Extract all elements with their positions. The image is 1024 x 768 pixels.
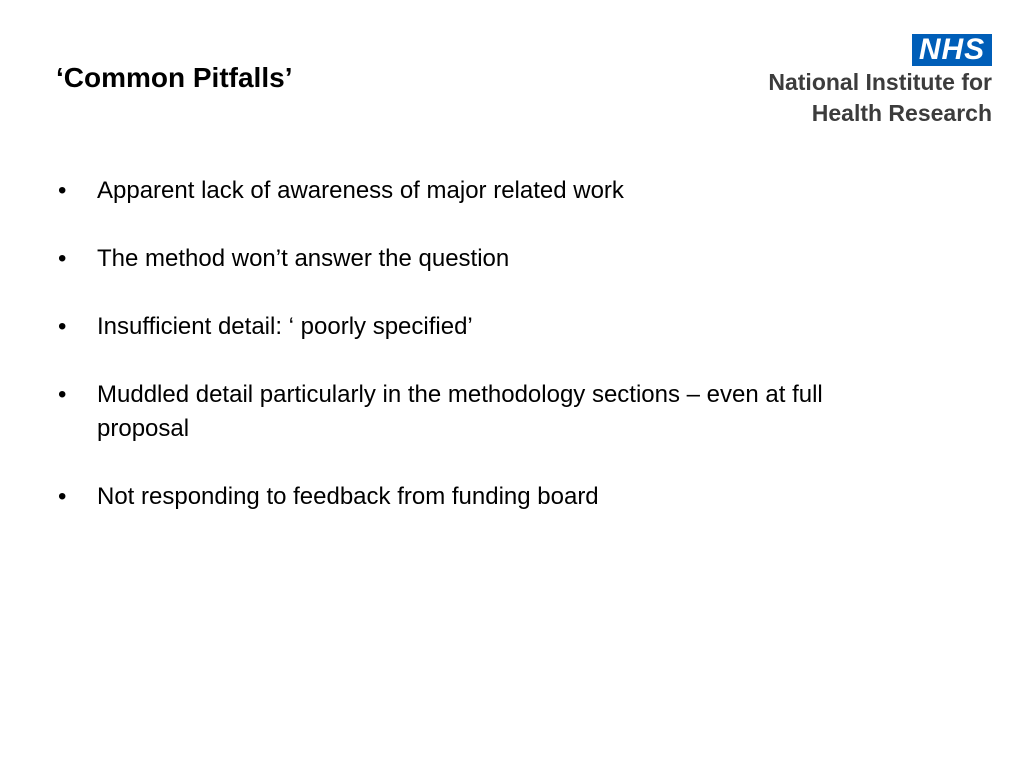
slide-title: ‘Common Pitfalls’ (56, 62, 293, 93)
bullet-text: Muddled detail particularly in the methodology sections – even at full proposal (97, 381, 823, 442)
bullet-icon: • (58, 483, 67, 510)
bullet-text: Apparent lack of awareness of major related work (97, 177, 624, 204)
bullet-icon: • (58, 177, 67, 204)
bullet-item (56, 174, 916, 208)
bullet-text: Insufficient detail: ‘ poorly specified’ (97, 313, 473, 340)
bullet-item (56, 310, 916, 344)
bullet-list (56, 174, 916, 548)
bullet-icon: • (58, 245, 67, 272)
bullet-icon: • (58, 381, 67, 408)
bullet-icon: • (58, 313, 67, 340)
bullet-item (56, 480, 916, 514)
logo-line-2: Health Research (811, 100, 992, 126)
bullet-text: Not responding to feedback from funding board (97, 483, 599, 510)
bullet-item (56, 242, 916, 276)
logo-line-1: National Institute for (768, 69, 992, 95)
bullet-item (56, 378, 916, 446)
nihr-logo (730, 34, 992, 128)
nhs-badge (912, 34, 992, 66)
bullet-text: The method won’t answer the question (97, 245, 510, 272)
nhs-badge-text: NHS (918, 33, 986, 66)
